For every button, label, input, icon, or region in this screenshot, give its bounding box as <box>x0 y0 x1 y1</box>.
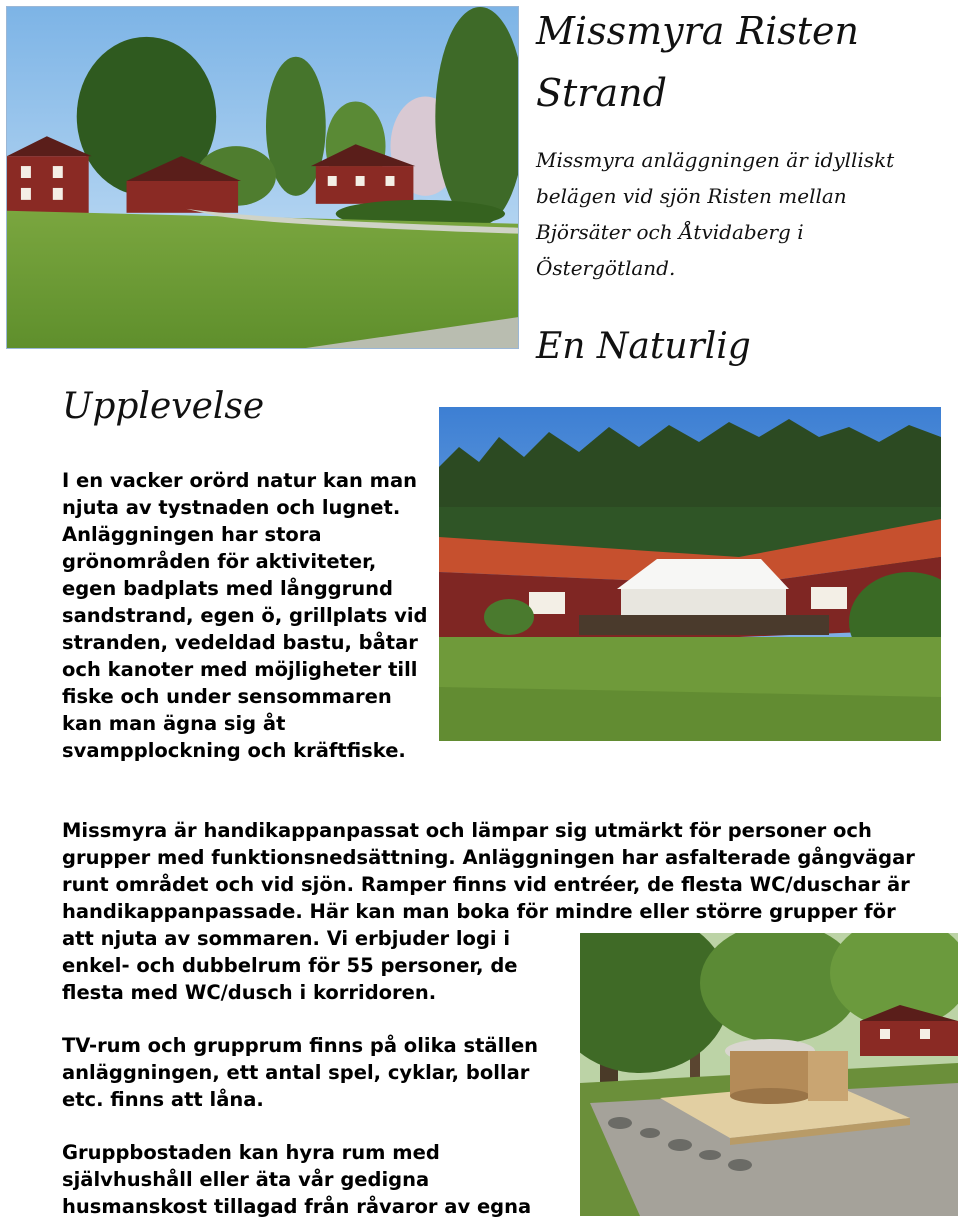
accessibility-paragraph-continued: att njuta av sommaren. Vi erbjuder logi i enkel- och dubbelrum för 55 personer, de flesta med WC/dusch i korridoren. <box>62 927 518 1004</box>
photo-main-building <box>439 407 941 741</box>
nature-paragraph: I en vacker orörd natur kan man njuta av tystnaden och lugnet. Anläggningen har stora grönområden för aktiviteter, egen badplats med långgrund sandstrand, egen ö, grillplats vid stranden, vedeldad bastu, båtar och kanoter med möjligheter till fiske och under sensommaren kan man ägna sig åt svampplockning och kräftfiske. <box>62 469 428 762</box>
group-housing-paragraph: Gruppbostaden kan hyra rum med självhushåll eller äta vår gedigna husmanskost tillagad från råvaror av egna <box>62 1141 532 1218</box>
subheading-line-2: Upplevelse <box>62 386 265 427</box>
intro-text: Missmyra anläggningen är idylliskt belägen vid sjön Risten mellan Björsäter och Åtvidaberg i Östergötland. <box>536 148 895 280</box>
page-title: Missmyra Risten Strand <box>536 9 859 115</box>
rooms-paragraph: TV-rum och grupprum finns på olika ställen anläggningen, ett antal spel, cyklar, bollar etc. finns att låna. <box>62 1034 539 1111</box>
photo-hot-tub <box>580 933 958 1216</box>
subheading-line-1: En Naturlig <box>536 326 751 367</box>
photo-red-houses-lawn <box>6 6 519 349</box>
accessibility-paragraph: Missmyra är handikappanpassat och lämpar sig utmärkt för personer och grupper med funktionsnedsättning. Anläggningen har asfalterade gångvägar runt området och vid sjön. Ramper finns vid entréer, de flesta WC/duschar är handikappanpassade. Här kan man boka för mindre eller större grupper för <box>62 819 915 923</box>
